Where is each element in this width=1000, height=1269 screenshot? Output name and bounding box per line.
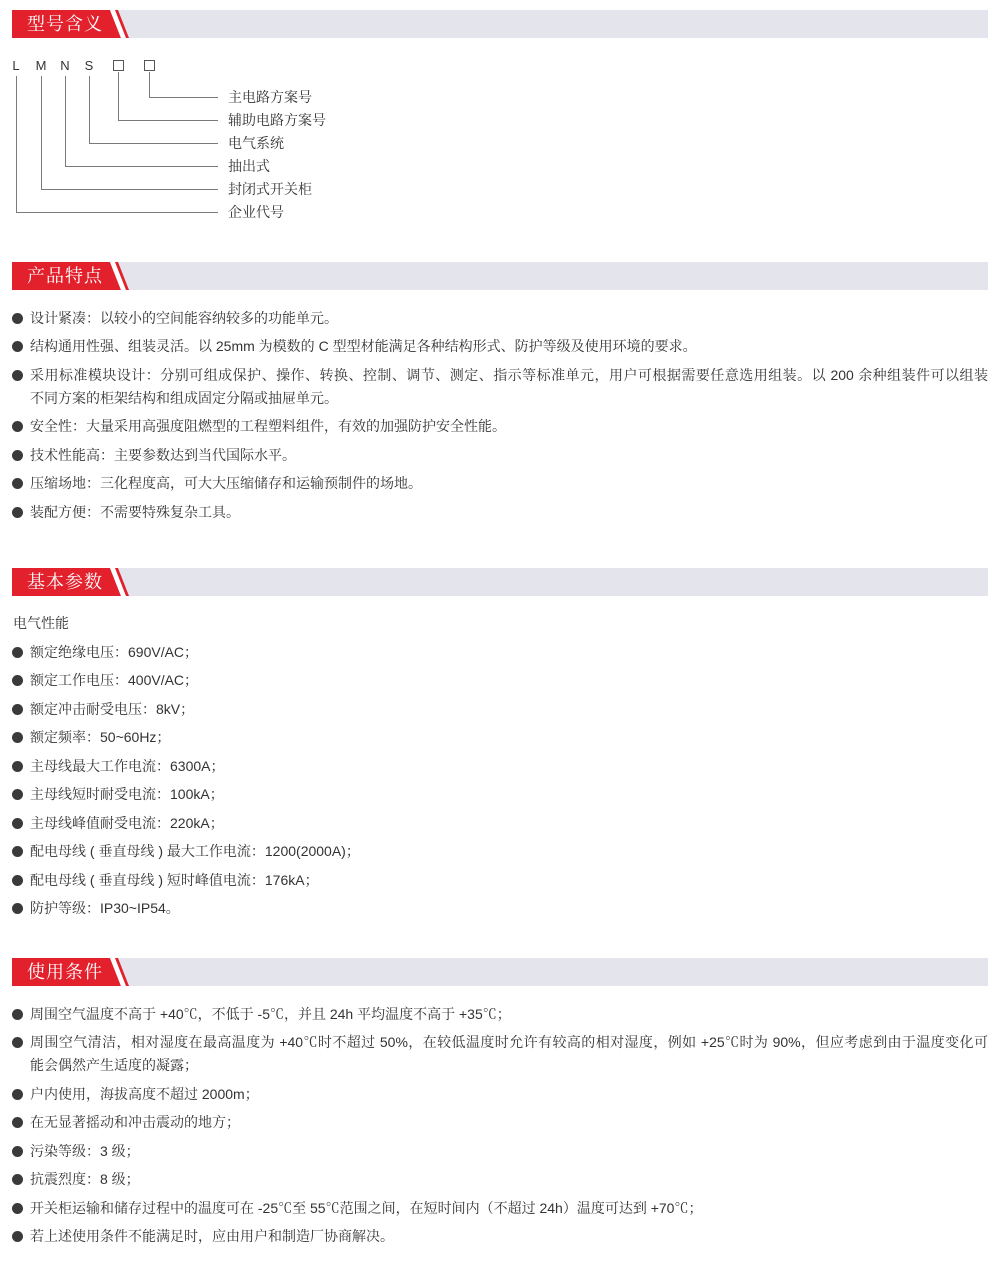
header-bar — [12, 958, 988, 986]
connector-line-main-circuit — [150, 72, 219, 98]
bullet-icon — [12, 478, 23, 489]
model-label-auxiliary-circuit: 辅助电路方案号 — [228, 112, 326, 128]
bullet-icon — [12, 1037, 23, 1048]
bullet-icon — [12, 1117, 23, 1128]
model-label-main-circuit: 主电路方案号 — [228, 89, 312, 105]
param-item — [12, 641, 988, 664]
section-title-model: 型号含义 — [27, 14, 103, 34]
section-header-features — [12, 262, 988, 290]
param-text: 主母线峰值耐受电流：220kA； — [30, 814, 224, 831]
bullet-icon — [12, 313, 23, 324]
condition-item — [12, 1003, 988, 1026]
condition-text: 开关柜运输和储存过程中的温度可在 -25℃至 55℃范围之间，在短时间内（不超过 24h）温度可达到 +70℃； — [30, 1199, 703, 1216]
bullet-icon — [12, 450, 23, 461]
header-bar — [12, 568, 988, 596]
bullet-icon — [12, 421, 23, 432]
param-item — [12, 755, 988, 778]
bullet-icon — [12, 1203, 23, 1214]
condition-text: 抗震烈度：8 级； — [30, 1171, 140, 1187]
feature-item — [12, 501, 988, 524]
param-item — [12, 897, 988, 920]
param-text: 额定冲击耐受电压：8kV； — [30, 700, 195, 717]
feature-item — [12, 335, 988, 358]
feature-item — [12, 307, 988, 330]
bullet-icon — [12, 647, 23, 658]
param-item — [12, 726, 988, 749]
bullet-icon — [12, 370, 23, 381]
features-list — [12, 307, 988, 524]
feature-item — [12, 444, 988, 467]
param-text: 额定工作电压：400V/AC； — [30, 672, 199, 688]
condition-text: 周围空气清洁，相对湿度在最高温度为 +40℃时不超过 50%，在较低温度时允许有较高的相对湿度，例如 +25℃时为 90%，但应考虑到由于温度变化可 — [30, 1034, 988, 1050]
bullet-icon — [12, 761, 23, 772]
param-text: 额定频率：50~60Hz； — [30, 729, 171, 745]
param-item — [12, 812, 988, 835]
feature-text: 采用标准模块设计：分别可组成保护、操作、转换、控制、调节、测定、指示等标准单元，用户可根据需要任意选用组装。以 200 余种组装件可以组装 — [30, 366, 988, 383]
condition-text: 污染等级：3 级； — [30, 1142, 140, 1159]
condition-text: 户内使用，海拔高度不超过 2000m； — [30, 1085, 259, 1102]
param-item — [12, 869, 988, 892]
feature-item — [12, 415, 988, 438]
param-item — [12, 840, 988, 863]
bullet-icon — [12, 846, 23, 857]
section-header-graphic — [12, 958, 988, 986]
model-label-electrical-system: 电气系统 — [228, 135, 284, 151]
features-block — [12, 307, 988, 530]
bullet-icon — [12, 903, 23, 914]
condition-item — [12, 1031, 988, 1077]
bullet-icon — [12, 675, 23, 686]
bullet-icon — [12, 789, 23, 800]
bullet-icon — [12, 1089, 23, 1100]
feature-text: 设计紧凑：以较小的空间能容纳较多的功能单元。 — [30, 309, 338, 326]
condition-item — [12, 1083, 988, 1106]
model-label-enclosed: 封闭式开关柜 — [228, 181, 312, 197]
param-item — [12, 698, 988, 721]
feature-text: 结构通用性强、组装灵活。以 25mm 为模数的 C 型型材能满足各种结构形式、防护等级及使用环境的要求。 — [30, 338, 697, 354]
bullet-icon — [12, 1231, 23, 1242]
code-letter-s: S — [84, 58, 94, 73]
code-letter-m: M — [35, 58, 47, 73]
section-header-graphic — [12, 262, 988, 290]
param-text: 防护等级：IP30~IP54。 — [30, 900, 180, 916]
bullet-icon — [12, 1174, 23, 1185]
feature-text: 不同方案的柜架结构和组成固定分隔或抽屉单元。 — [30, 389, 338, 406]
condition-text: 在无显著摇动和冲击震动的地方； — [30, 1114, 240, 1130]
condition-item — [12, 1168, 988, 1191]
condition-item — [12, 1140, 988, 1163]
condition-text: 若上述使用条件不能满足时，应由用户和制造厂协商解决。 — [30, 1228, 394, 1244]
feature-item — [12, 472, 988, 495]
feature-text: 安全性：大量采用高强度阻燃型的工程塑料组件，有效的加强防护安全性能。 — [30, 418, 506, 434]
bullet-icon — [12, 1009, 23, 1020]
bullet-icon — [12, 507, 23, 518]
condition-item — [12, 1225, 988, 1248]
section-header-conditions — [12, 958, 988, 986]
params-subtitle: 电气性能 — [13, 615, 69, 631]
code-letter-n: N — [60, 58, 70, 73]
model-label-company-code: 企业代号 — [228, 204, 284, 220]
connector-line-enclosed — [42, 76, 219, 190]
feature-item — [12, 364, 988, 410]
param-text: 主母线短时耐受电流：100kA； — [30, 786, 224, 802]
param-text: 配电母线 ( 垂直母线 ) 短时峰值电流：176kA； — [30, 871, 319, 888]
condition-text: 能会偶然产生适度的凝露； — [30, 1057, 198, 1073]
feature-text: 装配方便：不需要特殊复杂工具。 — [30, 503, 240, 520]
code-connector-lines — [0, 0, 230, 220]
code-letter-l: L — [12, 58, 20, 73]
connector-line-draw-out — [66, 76, 219, 167]
param-text: 额定绝缘电压：690V/AC； — [30, 643, 199, 660]
condition-item — [12, 1197, 988, 1220]
connector-line-auxiliary-circuit — [119, 72, 219, 121]
bullet-icon — [12, 1146, 23, 1157]
bullet-icon — [12, 341, 23, 352]
section-header-params — [12, 568, 988, 596]
param-text: 主母线最大工作电流：6300A； — [30, 757, 225, 774]
section-title-conditions: 使用条件 — [27, 962, 103, 982]
section-header-graphic — [12, 568, 988, 596]
condition-text: 周围空气温度不高于 +40℃，不低于 -5℃，并且 24h 平均温度不高于 +35℃； — [30, 1005, 511, 1022]
param-item — [12, 783, 988, 806]
model-label-draw-out: 抽出式 — [228, 158, 270, 174]
feature-text: 技术性能高：主要参数达到当代国际水平。 — [30, 446, 296, 463]
bullet-icon — [12, 732, 23, 743]
conditions-list — [12, 1003, 988, 1249]
connector-line-electrical-system — [90, 76, 219, 144]
header-bar — [12, 262, 988, 290]
condition-item — [12, 1111, 988, 1134]
params-block — [12, 612, 988, 926]
bullet-icon — [12, 704, 23, 715]
bullet-icon — [12, 818, 23, 829]
conditions-block — [12, 1003, 988, 1254]
param-item — [12, 669, 988, 692]
connector-line-company-code — [17, 76, 219, 213]
param-text: 配电母线 ( 垂直母线 ) 最大工作电流：1200(2000A)； — [30, 843, 360, 859]
section-title-params: 基本参数 — [27, 572, 103, 592]
bullet-icon — [12, 875, 23, 886]
params-list — [12, 641, 988, 921]
feature-text: 压缩场地：三化程度高，可大大压缩储存和运输预制件的场地。 — [30, 475, 422, 491]
section-title-features: 产品特点 — [27, 266, 103, 286]
